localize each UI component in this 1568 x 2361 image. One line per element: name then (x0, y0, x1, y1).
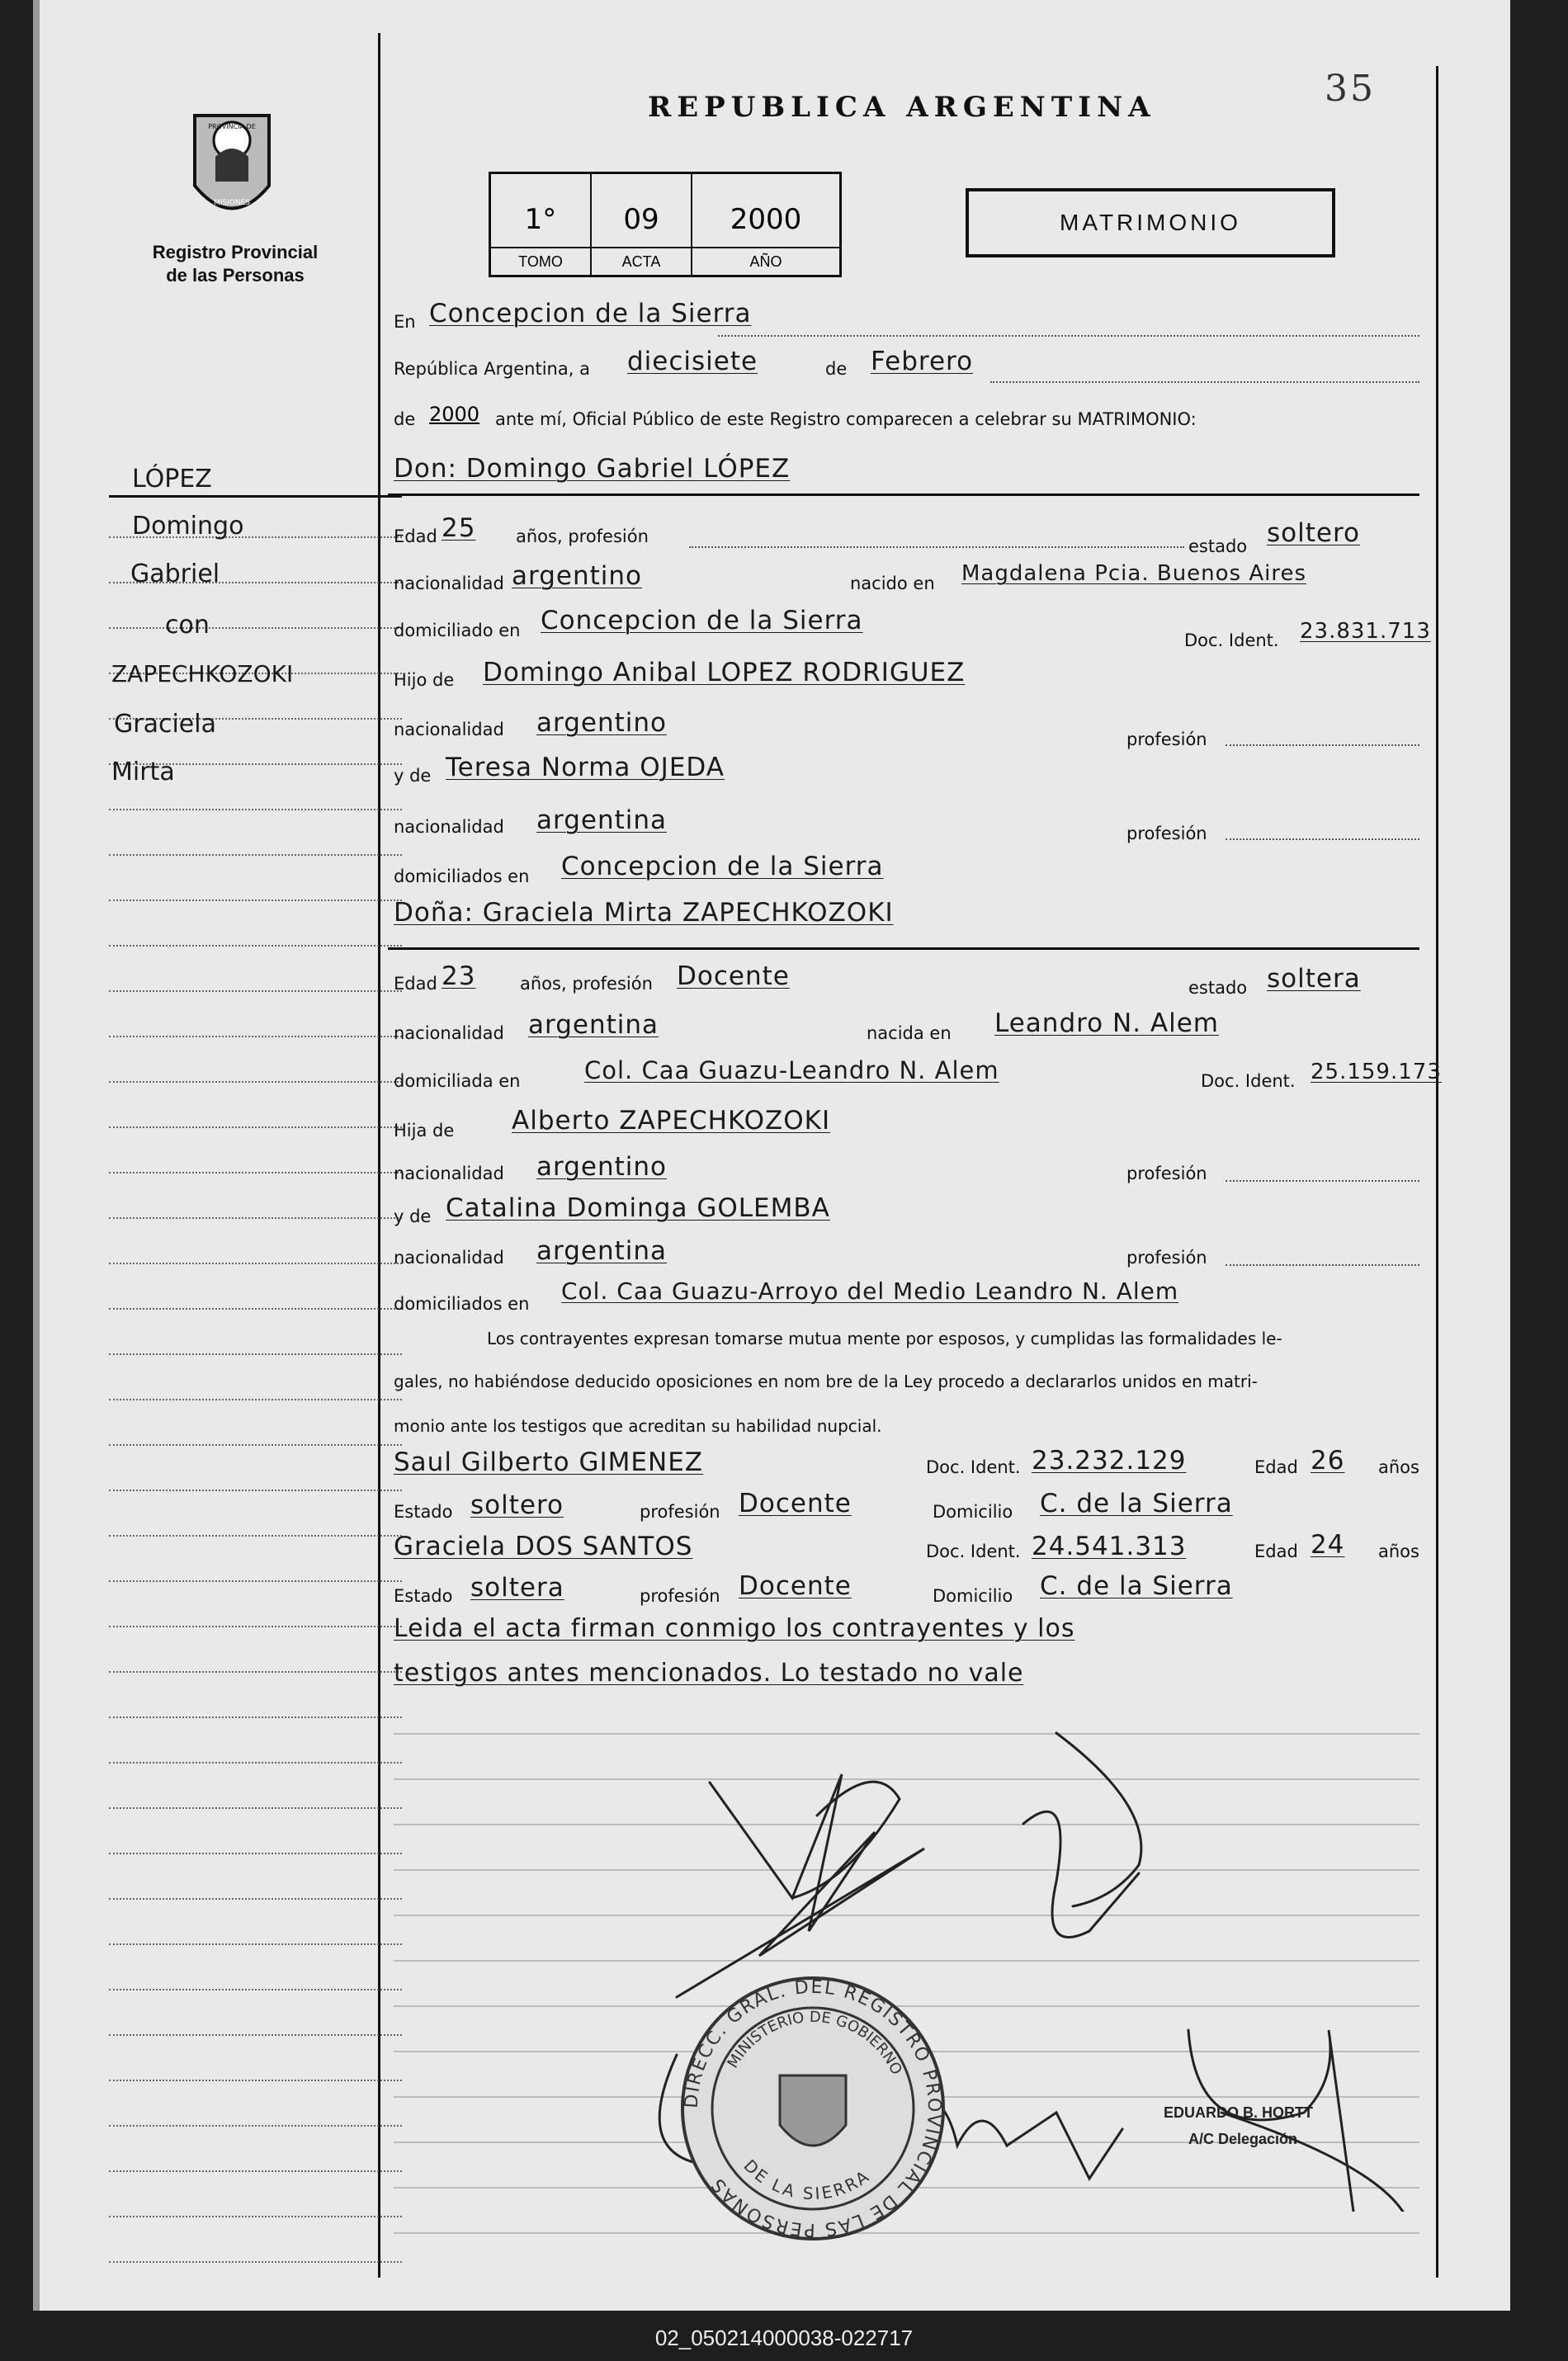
margin-rule-line (109, 1853, 402, 1854)
margin-rule-line (109, 1308, 402, 1310)
margin-rule-line (109, 2170, 402, 2172)
margin-rule-line (109, 2080, 402, 2081)
anio-label: AÑO (692, 247, 839, 275)
year-prefix: de (394, 409, 416, 429)
margin-rule-line (109, 2034, 402, 2036)
margin-name-2: Gabriel (130, 560, 220, 588)
closing-line-2: testigos antes mencionados. Lo testado no vale (394, 1659, 1024, 1688)
declaration-line-3: monio ante los testigos que acreditan su habilidad nupcial. (394, 1416, 882, 1436)
stamp-bottom-text: DE LA SIERRA (739, 2156, 875, 2204)
acta-cell (592, 174, 692, 275)
crest-bottom-text: MISIONES (213, 199, 251, 207)
bride-parents-dom-label: domiciliados en (394, 1294, 530, 1314)
groom-domicilio: Concepcion de la Sierra (541, 606, 863, 635)
intro-place: Concepcion de la Sierra (429, 299, 752, 328)
margin-rule-line (109, 2216, 402, 2217)
bride-father-prof-label: profesión (1126, 1164, 1207, 1183)
margin-rule-line (109, 1898, 402, 1900)
witness1-dom-label: Domicilio (933, 1502, 1013, 1522)
anio-value: 2000 (730, 203, 802, 236)
margin-rule-line (109, 1126, 402, 1128)
witness2-dom-label: Domicilio (933, 1586, 1013, 1606)
bride-profession: Docente (677, 961, 790, 991)
intro-place-line (718, 335, 1419, 337)
margin-rule-line (109, 900, 402, 901)
groom-mother-prof-line (1226, 838, 1419, 840)
witness2-domicilio: C. de la Sierra (1040, 1571, 1233, 1601)
margin-rule-line (109, 2261, 402, 2263)
bride-nac-label: nacionalidad (394, 1023, 504, 1043)
bride-hija-label: Hija de (394, 1121, 455, 1140)
record-box (489, 172, 842, 277)
witness1-anios-label: años (1378, 1457, 1419, 1477)
intro-year: 2000 (429, 403, 480, 426)
official-name: EDUARDO B. HORTT (1164, 2104, 1313, 2121)
groom-parents-dom: Concepcion de la Sierra (561, 852, 884, 881)
margin-rule-line (109, 1762, 402, 1764)
declaration-line-2: gales, no habiéndose deducido oposiciones en nom bre de la Ley procedo a declararlos unidos en matri- (394, 1372, 1258, 1391)
groom-nacionalidad: argentino (512, 561, 642, 591)
bride-age: 23 (442, 961, 476, 991)
bride-estado: soltera (1267, 964, 1361, 994)
margin-rule-line (109, 1807, 402, 1809)
bride-rule (388, 947, 1419, 950)
registry-line1: Registro Provincial (152, 242, 319, 262)
province-crest-icon (187, 107, 277, 231)
bride-father-prof-line (1226, 1180, 1419, 1182)
groom-birthplace: Magdalena Pcia. Buenos Aires (961, 561, 1307, 586)
margin-surname: LÓPEZ (132, 465, 212, 493)
margin-rule-line (109, 945, 402, 947)
page-edge-shadow (33, 0, 40, 2311)
intro-day: diecisiete (627, 347, 758, 376)
bride-dom-label: domiciliada en (394, 1071, 521, 1091)
witness1-name: Saul Gilberto GIMENEZ (394, 1447, 704, 1477)
margin-rule-line (109, 1263, 402, 1264)
groom-profession-line (689, 546, 1184, 548)
witness1-profession: Docente (739, 1489, 852, 1518)
groom-father-prof-label: profesión (1126, 730, 1207, 749)
witness1-domicilio: C. de la Sierra (1040, 1489, 1233, 1518)
witness2-name: Graciela DOS SANTOS (394, 1532, 693, 1561)
margin-rule-line (109, 809, 402, 810)
witness1-prof-label: profesión (640, 1502, 720, 1522)
groom-edad-label: Edad (394, 527, 437, 546)
republica-label: República Argentina, a (394, 359, 590, 379)
bride-nacionalidad: argentina (528, 1010, 659, 1040)
margin-rule-line (109, 1626, 402, 1627)
groom-dom-label: domiciliado en (394, 621, 521, 640)
margin-rule-line (109, 1943, 402, 1945)
groom-father-prof-line (1226, 744, 1419, 746)
groom-mother-nac-label: nacionalidad (394, 817, 504, 837)
bride-domicilio: Col. Caa Guazu-Leandro N. Alem (584, 1056, 999, 1084)
declaration-line-1: Los contrayentes expresan tomarse mutua mente por esposos, y cumplidas las formalidades le- (487, 1329, 1282, 1348)
bride-yde-label: y de (394, 1206, 432, 1226)
groom-profesion-label: años, profesión (516, 527, 649, 546)
witness1-edad-label: Edad (1254, 1457, 1298, 1477)
groom-mother-prof-label: profesión (1126, 824, 1207, 843)
margin-rule-line (109, 990, 402, 992)
groom-father-nat: argentino (536, 708, 667, 738)
margin-rule-line (109, 1172, 402, 1173)
acta-value: 09 (623, 203, 659, 236)
witness2-estado: soltera (470, 1573, 564, 1603)
register-page (33, 0, 1510, 2311)
crest-top-text: PROVINCIA DE (208, 123, 256, 130)
bride-edad-label: Edad (394, 974, 437, 994)
bride-profesion-label: años, profesión (520, 974, 653, 994)
de-label: de (825, 359, 848, 379)
bride-father-nat: argentino (536, 1152, 667, 1182)
groom-doc-label: Doc. Ident. (1184, 630, 1279, 650)
margin-name-3: Graciela (114, 710, 216, 739)
witness1-doc: 23.232.129 (1032, 1446, 1187, 1476)
witness1-doc-label: Doc. Ident. (926, 1457, 1021, 1477)
bride-name: Doña: Graciela Mirta ZAPECHKOZOKI (394, 898, 894, 928)
bride-mother-nac-label: nacionalidad (394, 1248, 504, 1268)
groom-hijo-label: Hijo de (394, 670, 455, 690)
margin-name-4: Mirta (111, 758, 175, 786)
margin-rule-line (109, 1716, 402, 1718)
groom-rule (388, 493, 1419, 496)
bride-doc-label: Doc. Ident. (1201, 1071, 1296, 1091)
registry-name (124, 241, 347, 287)
stamp-inner-text: MINISTERIO DE GOBIERNO (724, 2008, 905, 2078)
groom-yde-label: y de (394, 766, 432, 786)
bride-birthplace: Leandro N. Alem (994, 1008, 1219, 1038)
anio-cell (692, 174, 839, 275)
margin-rule-line (109, 1217, 402, 1219)
record-type-box: MATRIMONIO (966, 188, 1335, 257)
witness1-estado: soltero (470, 1490, 564, 1520)
margin-rule-line (109, 1580, 402, 1582)
groom-nacido-label: nacido en (850, 574, 935, 593)
witness1-estado-label: Estado (394, 1502, 453, 1522)
registry-line2: de las Personas (166, 265, 305, 286)
margin-rule-line (109, 854, 402, 856)
margin-rule-line (109, 1081, 402, 1083)
margin-rule-line (109, 1353, 402, 1355)
bride-nacida-label: nacida en (867, 1023, 952, 1043)
witness1-age: 26 (1311, 1446, 1345, 1476)
witness2-anios-label: años (1378, 1542, 1419, 1561)
groom-mother-nat: argentina (536, 805, 668, 835)
bride-mother-prof-line (1226, 1264, 1419, 1266)
margin-name-1: Domingo (132, 512, 244, 541)
margin-rule-line (109, 1036, 402, 1037)
left-margin-rule (378, 33, 380, 2278)
margin-rule-line (109, 1535, 402, 1537)
intro-statement: ante mí, Oficial Público de este Registro comparecen a celebrar su MATRIMONIO: (495, 409, 1197, 429)
tomo-label: TOMO (491, 247, 590, 275)
bride-mother-prof-label: profesión (1126, 1248, 1207, 1268)
bride-doc: 25.159.173 (1311, 1060, 1442, 1084)
acta-label: ACTA (592, 247, 691, 275)
witness2-prof-label: profesión (640, 1586, 720, 1606)
intro-month: Febrero (871, 347, 974, 376)
margin-rule-line (109, 1399, 402, 1400)
intro-month-line (990, 381, 1419, 383)
groom-age: 25 (442, 513, 476, 543)
margin-rule-line (109, 1490, 402, 1491)
witness2-estado-label: Estado (394, 1586, 453, 1606)
page-title: REPUBLICA ARGENTINA (648, 91, 1156, 124)
bride-mother-nat: argentina (536, 1236, 668, 1266)
closing-line-1: Leida el acta firman conmigo los contrayentes y los (394, 1614, 1075, 1643)
witness2-doc: 24.541.313 (1032, 1532, 1187, 1561)
margin-rule-line (109, 2125, 402, 2127)
groom-name: Don: Domingo Gabriel LÓPEZ (394, 454, 791, 484)
margin-surname-rule (109, 495, 402, 498)
margin-rule-line (109, 1989, 402, 1990)
bride-father: Alberto ZAPECHKOZOKI (512, 1106, 831, 1136)
groom-estado-label: estado (1188, 536, 1248, 556)
groom-doc: 23.831.713 (1300, 619, 1431, 644)
bride-mother: Catalina Dominga GOLEMBA (446, 1193, 830, 1223)
bride-estado-label: estado (1188, 978, 1248, 998)
tomo-value: 1° (524, 203, 557, 236)
bride-parents-dom: Col. Caa Guazu-Arroyo del Medio Leandro N. Alem (561, 1277, 1179, 1305)
page-number: 35 (1325, 68, 1376, 110)
groom-father-nac-label: nacionalidad (394, 720, 504, 739)
witness2-profession: Docente (739, 1571, 852, 1601)
witness2-age: 24 (1311, 1530, 1345, 1560)
witness2-edad-label: Edad (1254, 1542, 1298, 1561)
margin-rule-line (109, 1671, 402, 1673)
tomo-cell (491, 174, 592, 275)
groom-nac-label: nacionalidad (394, 574, 504, 593)
groom-mother: Teresa Norma OJEDA (446, 753, 725, 782)
groom-estado: soltero (1267, 518, 1360, 548)
margin-rule-line (109, 1444, 402, 1446)
stamp-text: DIRECC. GRAL. DEL REGISTRO PROVINCIAL DE LAS PERSONAS (681, 1976, 945, 2241)
en-label: En (394, 312, 416, 332)
margin-rule-line (109, 627, 402, 629)
official-title: A/C Delegación (1188, 2131, 1298, 2147)
witness2-doc-label: Doc. Ident. (926, 1542, 1021, 1561)
footer-code: 02_050214000038-022717 (654, 2326, 914, 2350)
margin-surname-2: ZAPECHKOZOKI (111, 660, 294, 687)
bride-father-nac-label: nacionalidad (394, 1164, 504, 1183)
margin-con: con (165, 611, 210, 640)
official-stamp (677, 1972, 949, 2245)
groom-father: Domingo Anibal LOPEZ RODRIGUEZ (483, 658, 966, 687)
groom-parents-dom-label: domiciliados en (394, 866, 530, 886)
